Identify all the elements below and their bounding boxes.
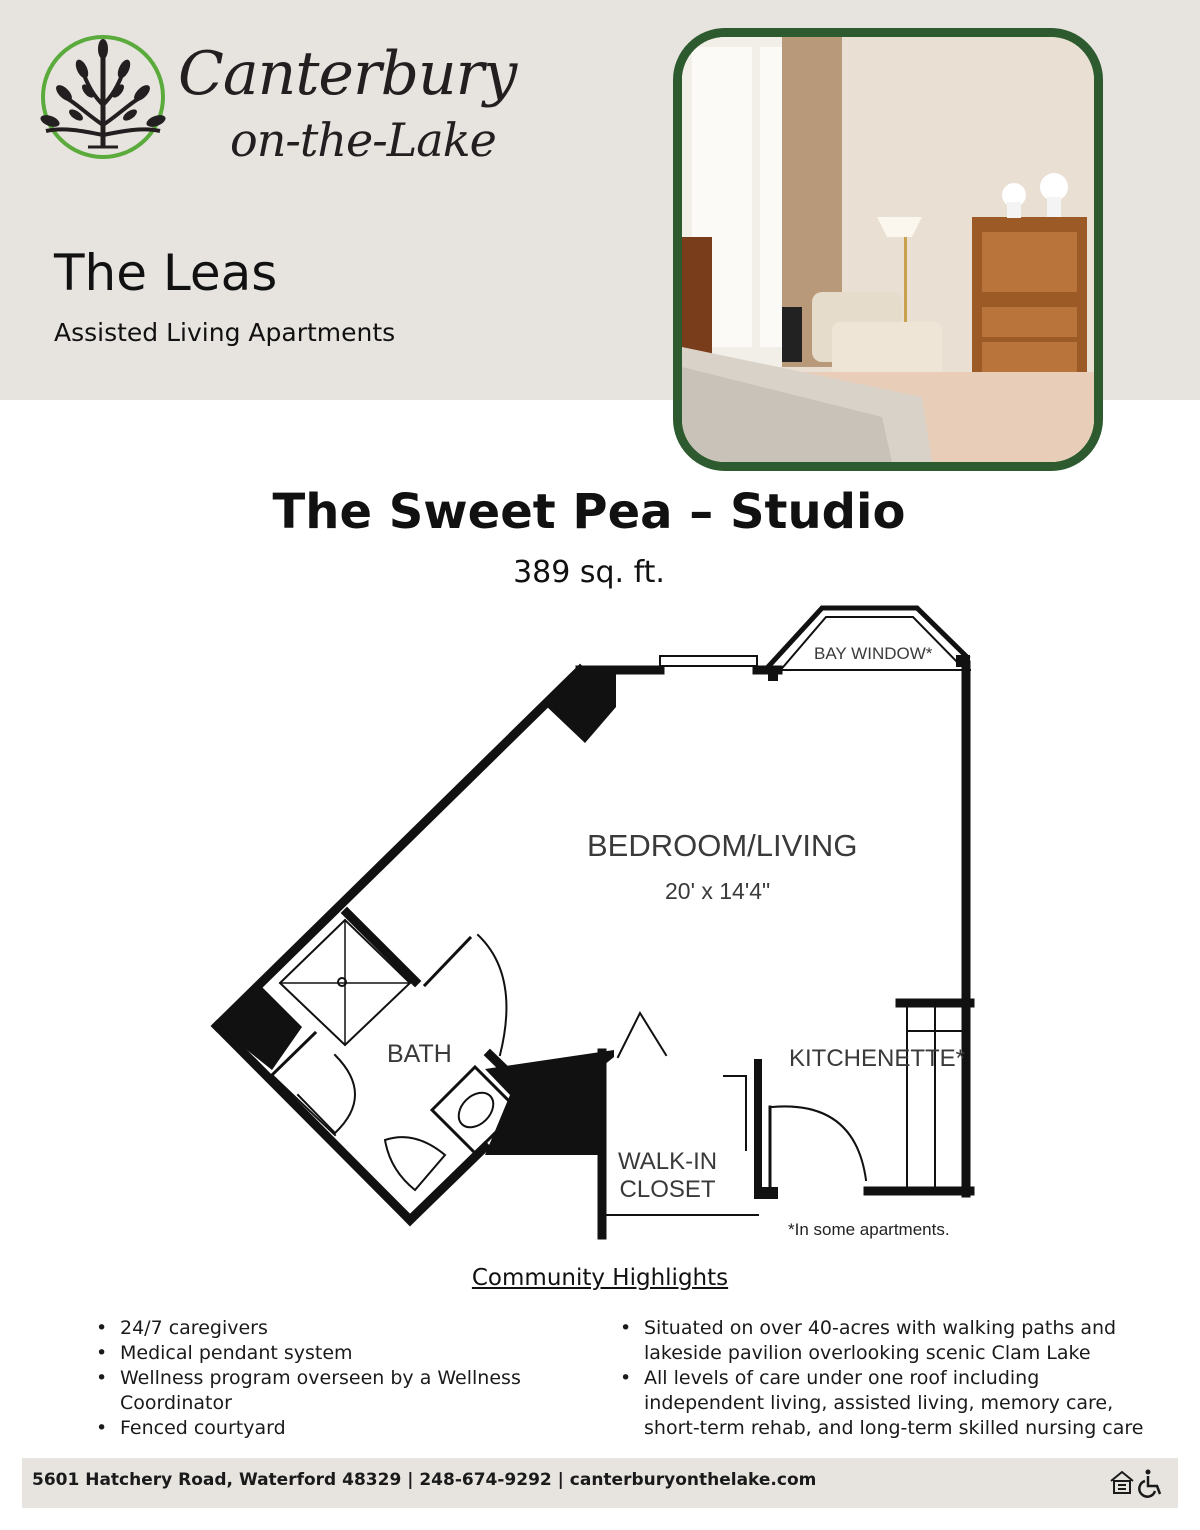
footnote: *In some apartments. [788,1220,950,1239]
list-item: • 24/7 caregivers [96,1316,546,1341]
equal-housing-icon [1111,1472,1133,1493]
bay-window-label: BAY WINDOW* [814,644,933,663]
closet-label-line1: WALK-IN [618,1148,718,1175]
floor-plan-drawing [200,595,1000,1255]
list-item: • Medical pendant system [96,1341,546,1366]
kitchenette-label: KITCHENETTE* [789,1045,966,1072]
footer-icons [1108,1467,1168,1499]
logo-wordmark-line1: Canterbury [178,39,517,109]
floorplan-title: The Sweet Pea – Studio [272,484,906,540]
bedroom-dimensions: 20' x 14'4" [665,878,771,904]
bedroom-label: BEDROOM/LIVING [587,828,858,863]
highlights-heading: Community Highlights [471,1265,729,1291]
list-item: • Situated on over 40-acres with walking paths and lakeside pavilion overlooking scenic Clam Lake [620,1316,1160,1366]
logo-wordmark-line2: on-the-Lake [230,113,496,167]
list-item: • Fenced courtyard [96,1416,546,1441]
highlights-list-left [96,1316,546,1441]
community-subtitle: Assisted Living Apartments [54,318,396,347]
floor-plan [200,595,1000,1255]
footer [22,1458,1178,1508]
closet-label [618,1148,717,1204]
bedroom-photo [673,28,1103,471]
bath-label: BATH [387,1040,452,1068]
accessibility-icon [1139,1470,1160,1497]
closet-label-line2: CLOSET [619,1176,716,1203]
floorplan-size: 389 sq. ft. [513,555,665,590]
community-title: The Leas [54,244,278,302]
list-item: • Wellness program overseen by a Wellness Coordinator [96,1366,546,1416]
logo [38,35,517,175]
footer-contact: 5601 Hatchery Road, Waterford 48329 | 248-674-9292 | canterburyonthelake.com [32,1470,817,1490]
list-item: • All levels of care under one roof including independent living, assisted living, memory care, short-term rehab, and long-term skilled nursing care [620,1366,1160,1441]
tree-emblem-icon [38,35,168,165]
highlights-list-right [620,1316,1160,1441]
